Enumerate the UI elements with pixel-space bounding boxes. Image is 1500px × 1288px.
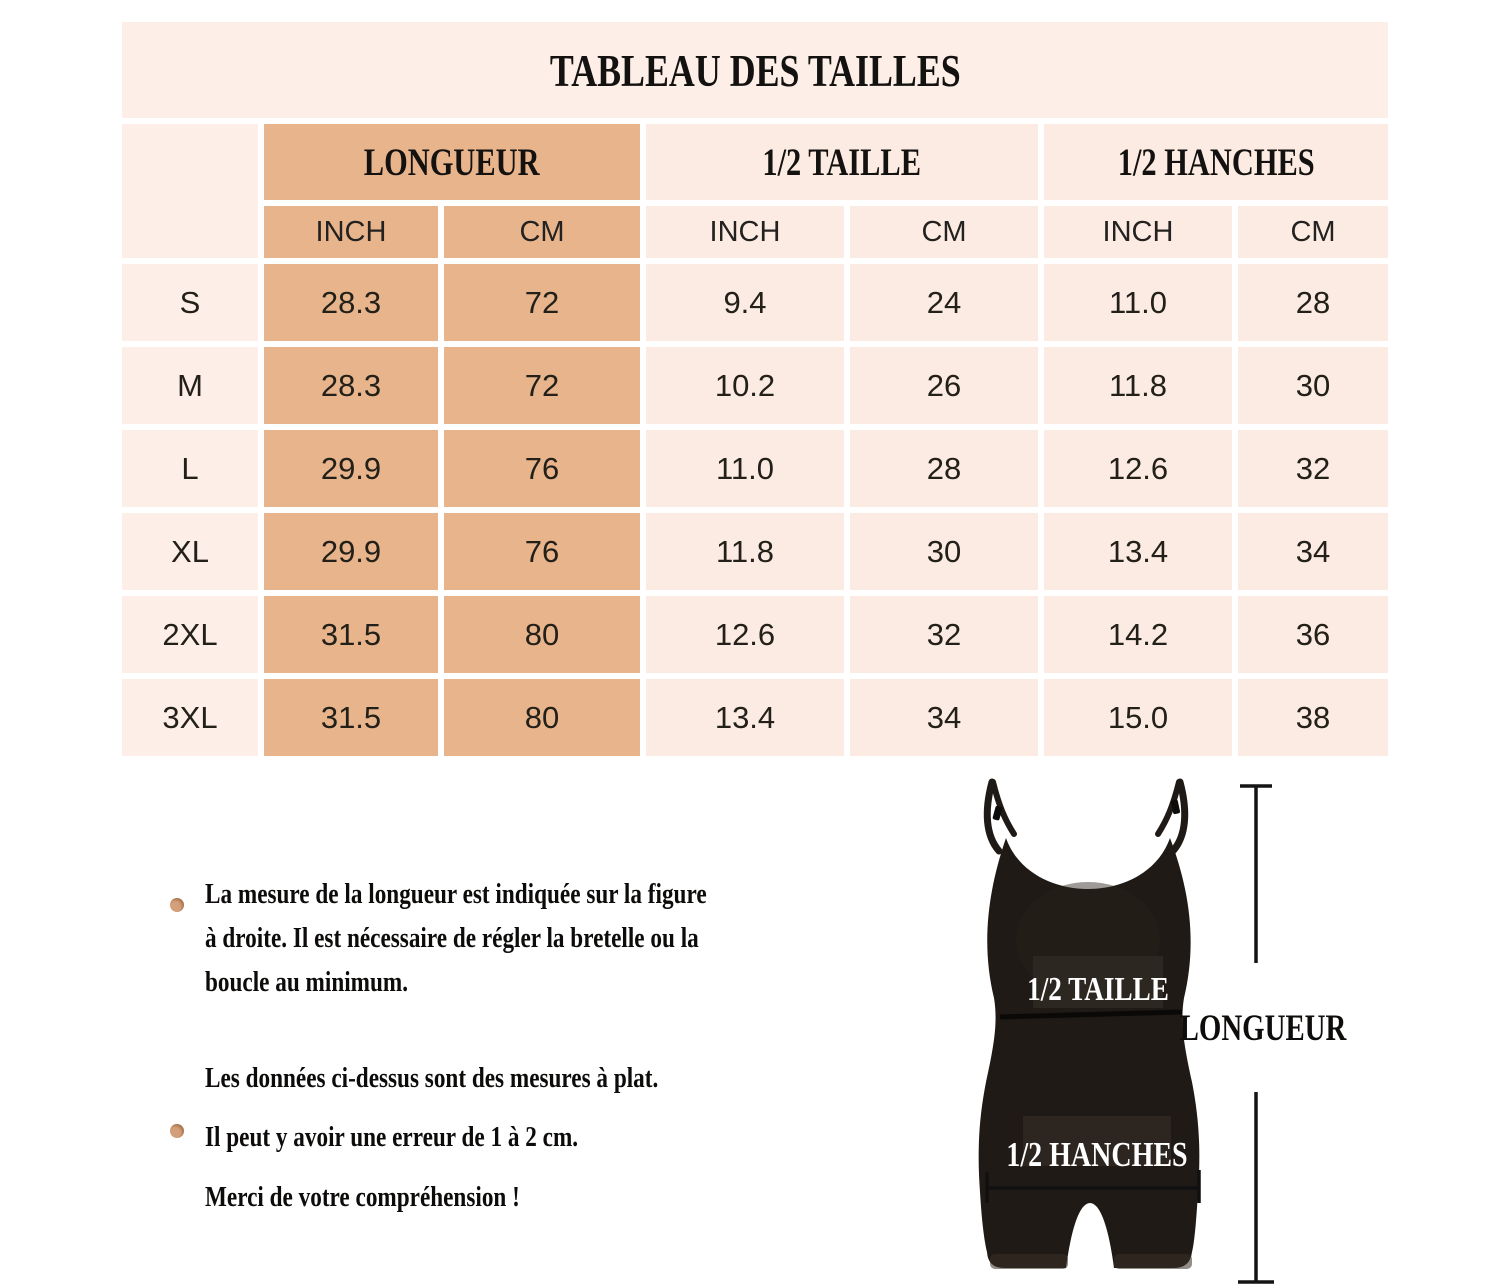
unit-header: INCH [264, 206, 438, 258]
measurement-cell: 76 [444, 513, 640, 590]
strap-left [987, 782, 1014, 851]
measurement-cell: 28.3 [264, 347, 438, 424]
size-label: L [122, 430, 258, 507]
table-title: TABLEAU DES TAILLES [549, 44, 961, 96]
note-measure-length [205, 872, 832, 1004]
measurement-cell: 13.4 [1044, 513, 1232, 590]
measurement-cell: 31.5 [264, 596, 438, 673]
note-line: Les données ci-dessus sont des mesures à plat. [205, 1062, 659, 1094]
note-line: à droite. Il est nécessaire de régler la bretelle ou la [205, 922, 699, 954]
unit-header: CM [850, 206, 1038, 258]
note-thanks [205, 1175, 599, 1219]
note-flat-measures [205, 1056, 772, 1100]
measurement-cell: 12.6 [1044, 430, 1232, 507]
measurement-cell: 28 [850, 430, 1038, 507]
unit-header: INCH [1044, 206, 1232, 258]
measurement-cell: 11.0 [646, 430, 844, 507]
size-label: 3XL [122, 679, 258, 756]
measurement-cell: 9.4 [646, 264, 844, 341]
measurement-cell: 32 [850, 596, 1038, 673]
measurement-cell: 24 [850, 264, 1038, 341]
column-group-hanches [1044, 124, 1388, 200]
measurement-cell: 10.2 [646, 347, 844, 424]
measurement-cell: 29.9 [264, 430, 438, 507]
corner-cell [122, 124, 258, 258]
measurement-cell: 34 [850, 679, 1038, 756]
column-group-longueur [264, 124, 640, 200]
measurement-cell: 76 [444, 430, 640, 507]
measurement-cell: 11.8 [646, 513, 844, 590]
leg-hem [1114, 1254, 1192, 1269]
measurement-cell: 36 [1238, 596, 1388, 673]
length-label: LONGUEUR [1179, 1007, 1347, 1049]
note-line: Merci de votre compréhension ! [205, 1181, 520, 1213]
bullet-dot [170, 1124, 184, 1138]
note-line: Il peut y avoir une erreur de 1 à 2 cm. [205, 1121, 579, 1153]
measurement-cell: 80 [444, 679, 640, 756]
column-group-taille [646, 124, 1038, 200]
note-line: boucle au minimum. [205, 966, 409, 998]
measurement-cell: 30 [850, 513, 1038, 590]
measurement-cell: 26 [850, 347, 1038, 424]
measurement-cell: 11.8 [1044, 347, 1232, 424]
measurement-cell: 32 [1238, 430, 1388, 507]
measurement-cell: 80 [444, 596, 640, 673]
measurement-cell: 15.0 [1044, 679, 1232, 756]
measurement-cell: 38 [1238, 679, 1388, 756]
strap-right [1158, 782, 1185, 851]
bodysuit-figure [930, 755, 1500, 1288]
measurement-cell: 14.2 [1044, 596, 1232, 673]
measurement-cell: 12.6 [646, 596, 844, 673]
size-label: S [122, 264, 258, 341]
measurement-cell: 28.3 [264, 264, 438, 341]
table-title-cell [122, 22, 1388, 118]
unit-header: CM [444, 206, 640, 258]
unit-header: INCH [646, 206, 844, 258]
group-label: LONGUEUR [364, 140, 540, 184]
measurement-cell: 11.0 [1044, 264, 1232, 341]
measurement-cell: 72 [444, 347, 640, 424]
measurement-cell: 31.5 [264, 679, 438, 756]
measurement-cell: 34 [1238, 513, 1388, 590]
hips-label: 1/2 HANCHES [1006, 1135, 1188, 1174]
size-label: M [122, 347, 258, 424]
group-label: 1/2 HANCHES [1117, 140, 1315, 184]
measurement-cell: 28 [1238, 264, 1388, 341]
size-table [122, 22, 1388, 756]
measurement-cell: 13.4 [646, 679, 844, 756]
size-label: 2XL [122, 596, 258, 673]
size-label: XL [122, 513, 258, 590]
measurement-cell: 29.9 [264, 513, 438, 590]
note-error-margin [205, 1115, 671, 1159]
group-label: 1/2 TAILLE [762, 140, 922, 184]
bullet-dot [170, 898, 184, 912]
unit-header: CM [1238, 206, 1388, 258]
waist-label: 1/2 TAILLE [1027, 970, 1169, 1008]
measurement-cell: 72 [444, 264, 640, 341]
leg-hem [990, 1254, 1068, 1269]
note-line: La mesure de la longueur est indiquée sur la figure [205, 878, 707, 910]
measurement-cell: 30 [1238, 347, 1388, 424]
